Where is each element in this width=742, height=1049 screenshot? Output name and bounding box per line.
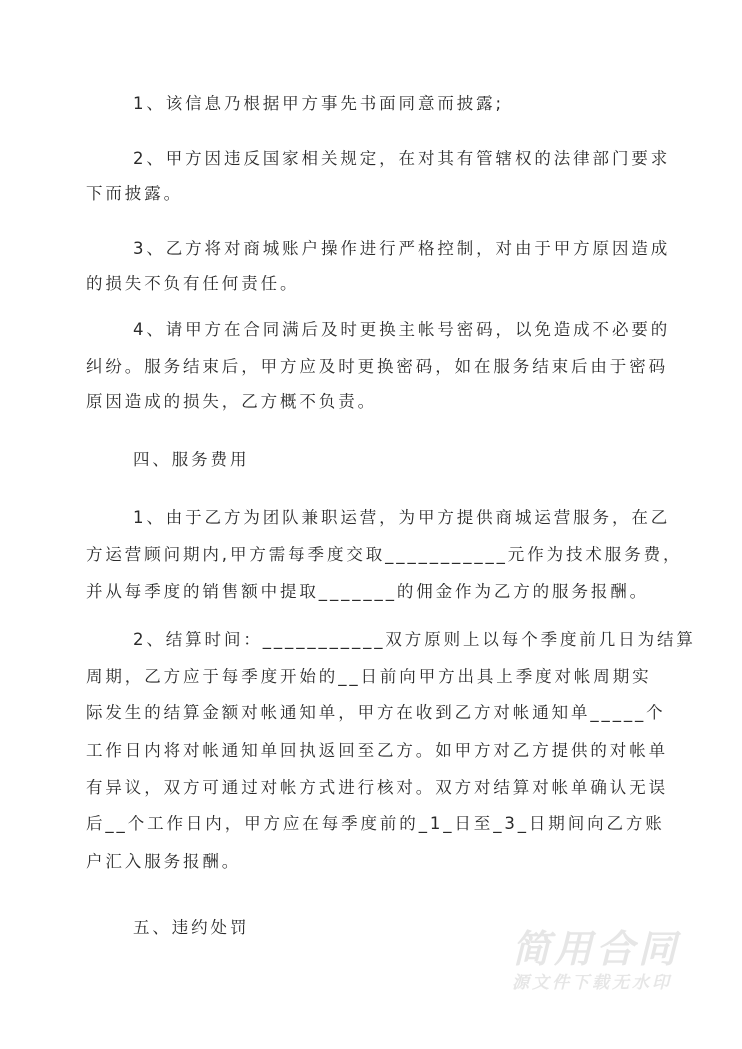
paragraph-line: 工作日内将对帐通知单回执返回至乙方。如甲方对乙方提供的对帐单 — [86, 741, 668, 760]
paragraph-line: 的损失不负有任何责任。 — [86, 274, 300, 293]
paragraph-line: 并从每季度的销售额中提取_______的佣金作为乙方的服务报酬。 — [86, 582, 650, 601]
paragraph-line: 纠纷。服务结束后，甲方应及时更换密码，如在服务结束后由于密码 — [86, 357, 668, 376]
paragraph-line: 4、请甲方在合同满后及时更换主帐号密码，以免造成不必要的 — [86, 320, 671, 339]
watermark-subtitle: 源文件下载无水印 — [512, 973, 672, 993]
paragraph-line: 1、由于乙方为团队兼职运营，为甲方提供商城运营服务，在乙 — [86, 508, 671, 527]
paragraph-line: 2、结算时间：___________双方原则上以每个季度前几日为结算 — [86, 630, 696, 649]
paragraph-line: 2、甲方因违反国家相关规定，在对其有管辖权的法律部门要求 — [86, 149, 671, 168]
paragraph-line: 五、违约处罚 — [86, 918, 250, 937]
paragraph-line: 户汇入服务报酬。 — [86, 852, 242, 871]
paragraph-line: 1、该信息乃根据甲方事先书面同意而披露; — [86, 94, 505, 113]
paragraph-line: 有异议，双方可通过对帐方式进行核对。双方对结算对帐单确认无误 — [86, 778, 668, 797]
paragraph-line: 后__个工作日内，甲方应在每季度前的_1_日至_3_日期间向乙方账 — [86, 814, 665, 833]
watermark-logo: 简用合同 — [512, 927, 681, 971]
paragraph-line: 3、乙方将对商城账户操作进行严格控制，对由于甲方原因造成 — [86, 239, 671, 258]
paragraph-line: 际发生的结算金额对帐通知单，甲方在收到乙方对帐通知单_____个 — [86, 703, 666, 722]
paragraph-line: 四、服务费用 — [86, 450, 250, 469]
paragraph-line: 下而披露。 — [86, 184, 183, 203]
paragraph-line: 原因造成的损失，乙方概不负责。 — [86, 392, 377, 411]
paragraph-line: 方运营顾问期内,甲方需每季度交取___________元作为技术服务费， — [86, 545, 683, 564]
paragraph-line: 周期，乙方应于每季度开始的__日前向甲方出具上季度对帐周期实 — [86, 667, 652, 686]
